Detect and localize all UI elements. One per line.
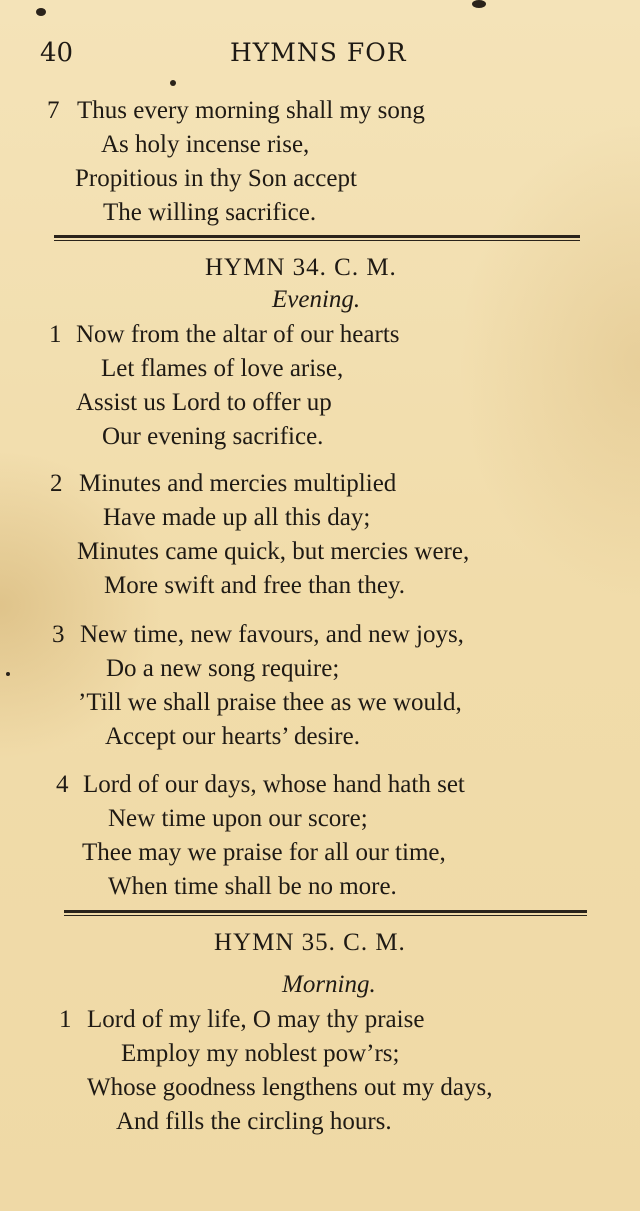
verse-line: Accept our hearts’ desire. — [105, 723, 360, 750]
stanza-number: 1 — [59, 1006, 72, 1033]
verse-line: Have made up all this day; — [103, 504, 371, 531]
verse-line: And fills the circling hours. — [116, 1108, 392, 1135]
verse-line: As holy incense rise, — [101, 131, 310, 158]
ink-speck — [6, 672, 10, 676]
verse-line: Do a new song require; — [106, 655, 340, 682]
hymn-title: HYMN 34. C. M. — [205, 254, 397, 281]
verse-line: Lord of my life, O may thy praise — [87, 1006, 425, 1033]
ink-speck — [170, 80, 176, 86]
ink-speck — [36, 8, 46, 16]
verse-line: Lord of our days, whose hand hath set — [83, 771, 465, 798]
hymn-title: HYMN 35. C. M. — [214, 929, 406, 956]
ink-speck — [472, 0, 486, 8]
running-title: HYMNS FOR — [230, 38, 407, 67]
verse-line: Now from the altar of our hearts — [76, 321, 400, 348]
verse-line: ’Till we shall praise thee as we would, — [78, 689, 462, 716]
verse-line: Propitious in thy Son accept — [75, 165, 357, 192]
section-divider — [54, 235, 580, 238]
verse-line: New time, new favours, and new joys, — [80, 621, 464, 648]
page-number: 40 — [40, 38, 74, 68]
verse-line: The willing sacrifice. — [103, 199, 317, 226]
verse-line: Our evening sacrifice. — [102, 423, 324, 450]
stanza-number: 7 — [47, 97, 60, 124]
verse-line: Thus every morning shall my song — [77, 97, 425, 124]
verse-line: Minutes and mercies multiplied — [79, 470, 397, 497]
stanza-number: 3 — [52, 621, 65, 648]
verse-line: Employ my noblest pow’rs; — [121, 1040, 400, 1067]
verse-line: When time shall be no more. — [108, 873, 397, 900]
hymn-subtitle: Morning. — [282, 971, 376, 998]
verse-line: Minutes came quick, but mercies were, — [77, 538, 470, 565]
stanza-number: 1 — [49, 321, 62, 348]
stanza-number: 2 — [50, 470, 63, 497]
verse-line: Assist us Lord to offer up — [76, 389, 332, 416]
verse-line: New time upon our score; — [108, 805, 368, 832]
verse-line: Let flames of love arise, — [101, 355, 344, 382]
verse-line: Whose goodness lengthens out my days, — [87, 1074, 493, 1101]
section-divider — [64, 910, 587, 913]
hymn-subtitle: Evening. — [272, 286, 361, 313]
verse-line: More swift and free than they. — [104, 572, 406, 599]
stanza-number: 4 — [56, 771, 69, 798]
verse-line: Thee may we praise for all our time, — [82, 839, 446, 866]
